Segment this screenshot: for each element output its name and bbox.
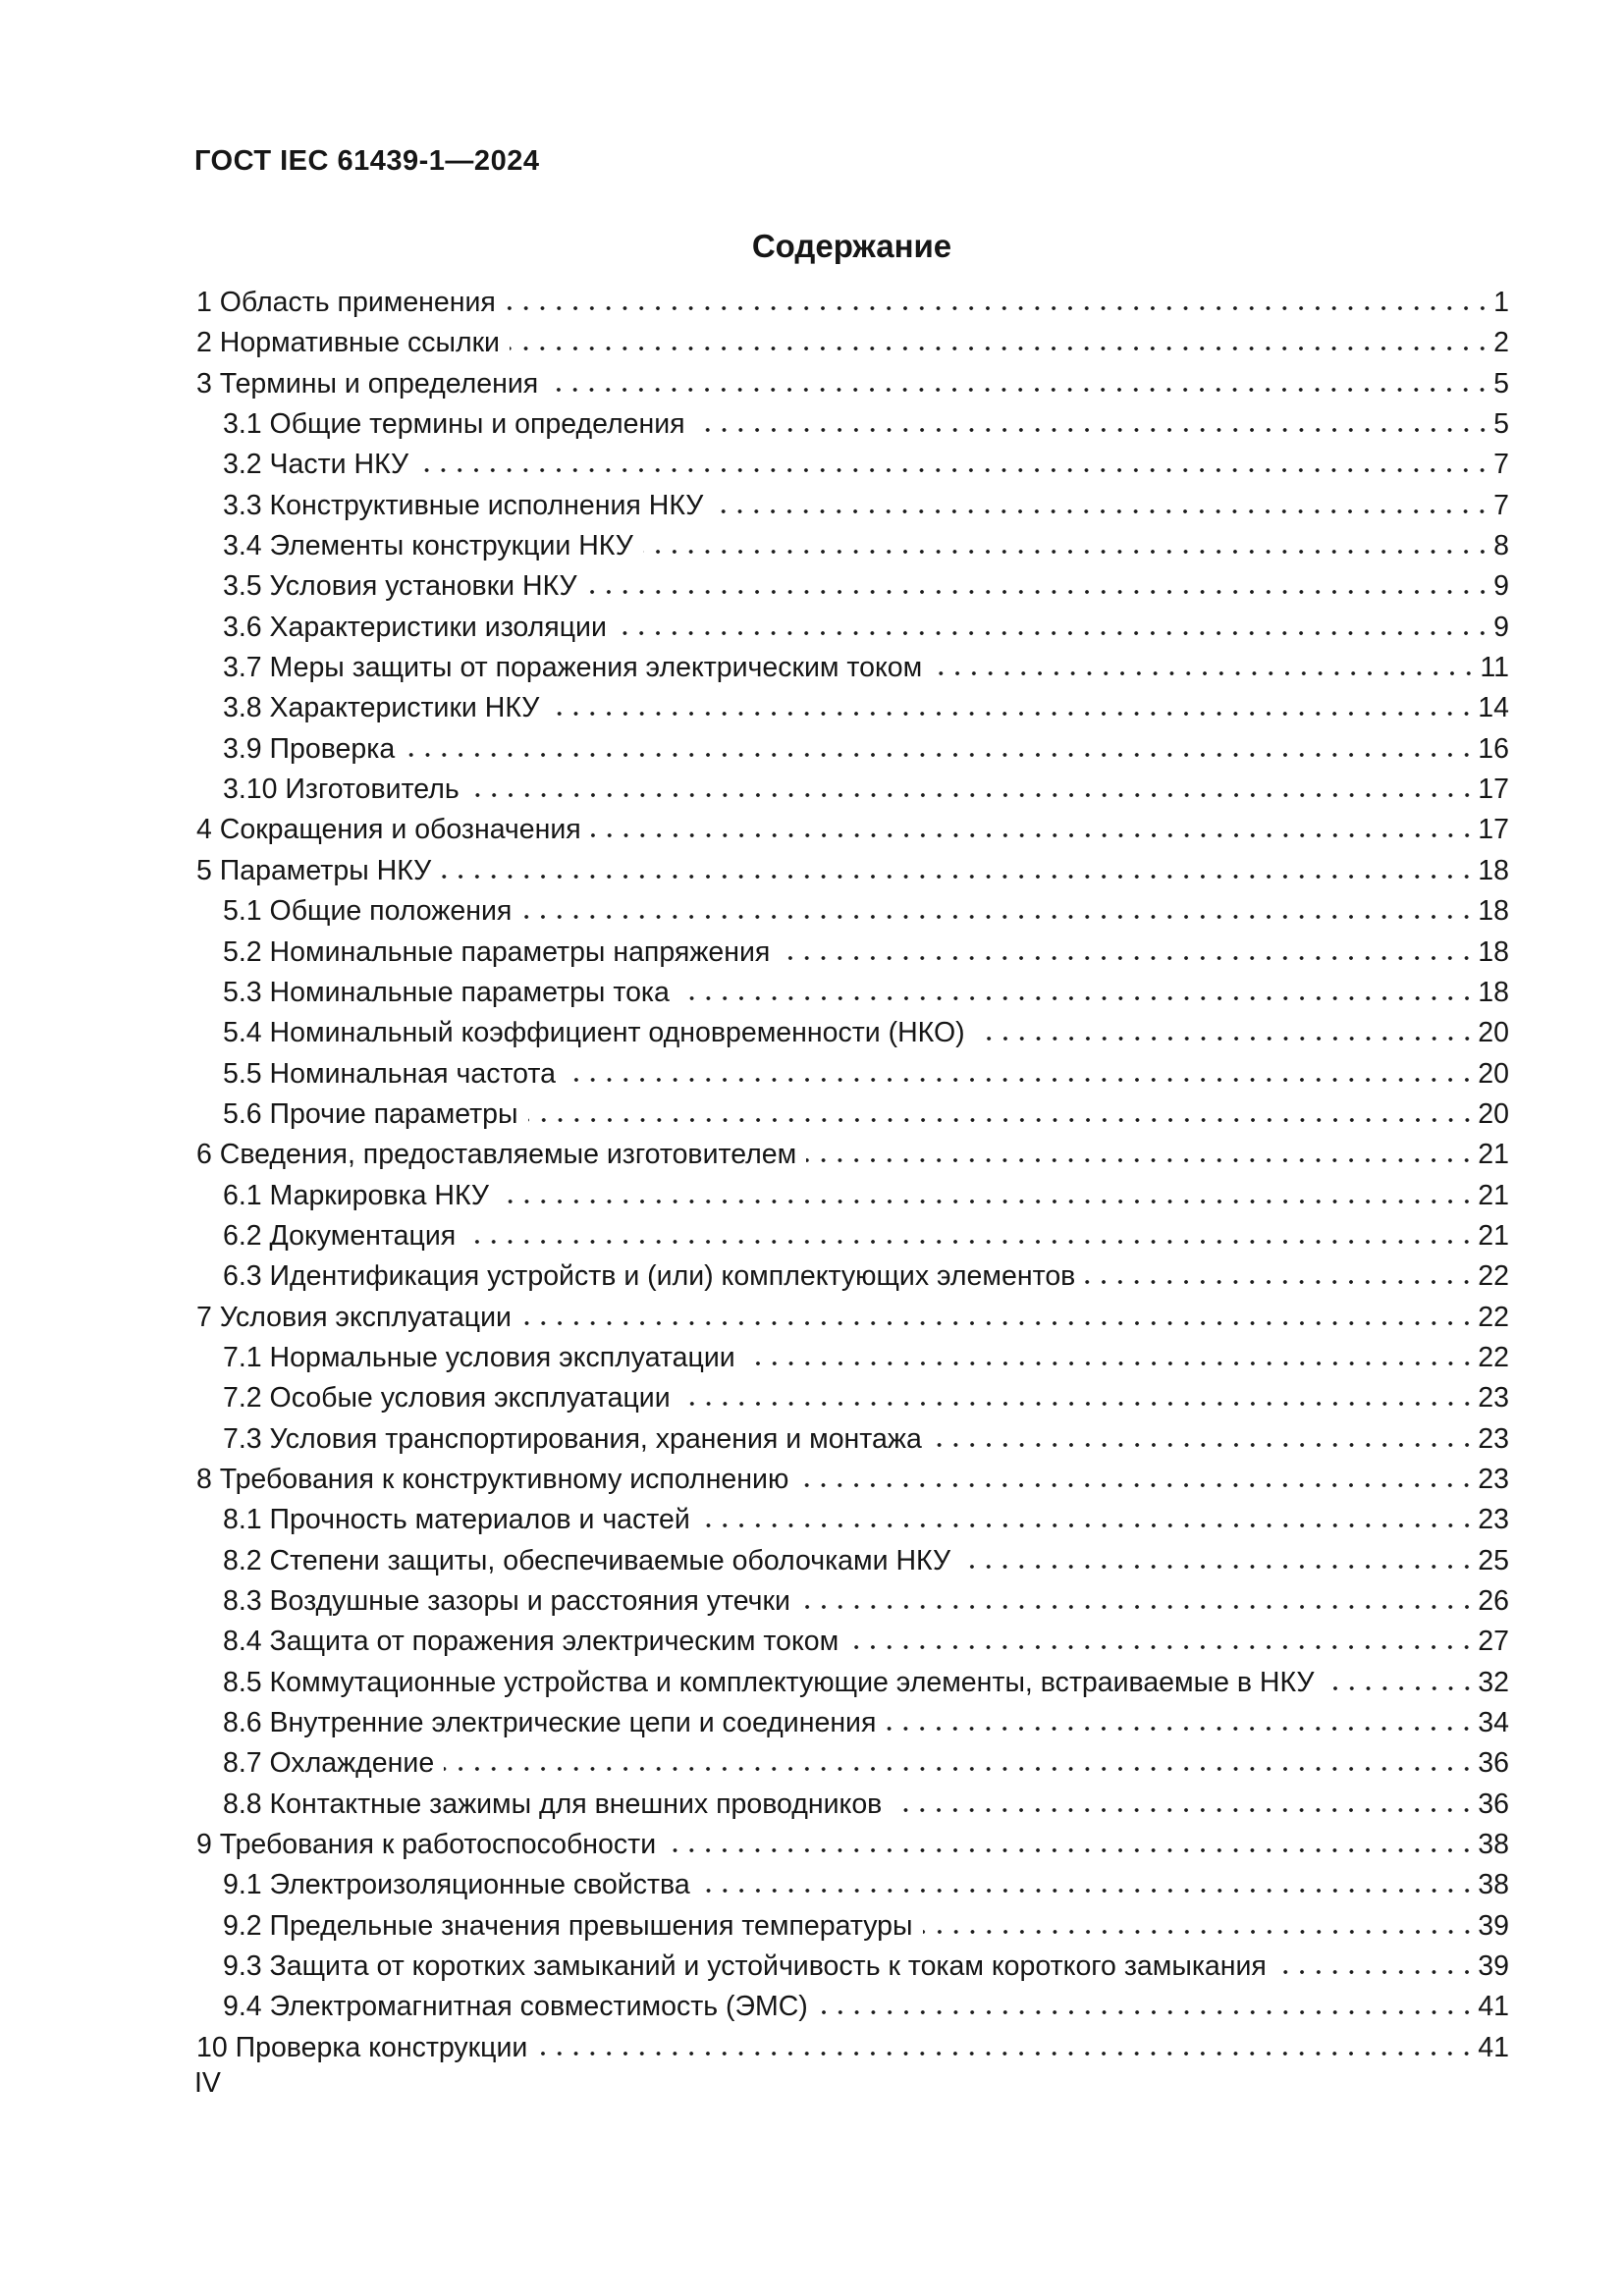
toc-entry <box>196 774 1509 814</box>
toc-entry <box>196 1950 1509 1991</box>
toc-entry <box>196 1789 1509 1829</box>
dot-leader <box>700 1888 1476 1894</box>
toc-entry-label: 1 Область применения <box>196 287 496 318</box>
toc-entry-label: 4 Сокращения и обозначения <box>196 814 581 846</box>
toc-entry <box>196 1869 1509 1909</box>
toc-entry-label: 3.1 Общие термины и определения <box>223 408 685 441</box>
document-header: ГОСТ IEC 61439-1—2024 <box>194 145 540 177</box>
toc-entry-page: 18 <box>1478 976 1509 1008</box>
toc-entry-label: 3.10 Изготовитель <box>223 774 460 806</box>
toc-entry-label: 9.4 Электромагнитная совместимость (ЭМС) <box>223 1991 808 2023</box>
toc-entry <box>196 1504 1509 1544</box>
toc-entry-page: 21 <box>1478 1179 1509 1211</box>
toc-entry-page: 5 <box>1493 367 1509 400</box>
toc-entry <box>196 1829 1509 1869</box>
toc-entry-page: 21 <box>1478 1139 1509 1171</box>
toc-entry-label: 8.7 Охлаждение <box>223 1747 435 1780</box>
toc-entry-page: 23 <box>1478 1504 1509 1536</box>
dot-leader <box>521 914 1475 920</box>
toc-entry-page: 9 <box>1493 611 1509 643</box>
toc-entry <box>196 1017 1509 1057</box>
toc-entry-label: 8.5 Коммутационные устройства и комплектующие элементы, встраиваемые в НКУ <box>223 1666 1315 1698</box>
toc-entry-label: 7.1 Нормальные условия эксплуатации <box>223 1341 735 1373</box>
toc-entry <box>196 368 1509 408</box>
toc-entry-label: 8.6 Внутренние электрические цепи и соединения <box>223 1707 877 1739</box>
toc-entry <box>196 408 1509 449</box>
toc-entry-page: 36 <box>1478 1747 1509 1780</box>
toc-entry-label: 3.4 Элементы конструкции НКУ <box>223 530 633 562</box>
toc-entry <box>196 977 1509 1017</box>
toc-entry <box>196 1585 1509 1626</box>
toc-entry <box>196 612 1509 652</box>
toc-entry-label: 5.1 Общие положения <box>223 895 513 928</box>
toc-entry <box>196 733 1509 774</box>
toc-entry <box>196 1910 1509 1950</box>
toc-entry-label: 8.8 Контактные зажимы для внешних проводников <box>223 1788 883 1820</box>
toc-entry-page: 36 <box>1478 1788 1509 1820</box>
toc-entry-page: 16 <box>1478 732 1509 765</box>
toc-entry <box>196 652 1509 692</box>
toc-entry-page: 41 <box>1478 2031 1509 2063</box>
toc-entry-label: 3 Термины и определения <box>196 367 539 400</box>
toc-entry-label: 6 Сведения, предоставляемые изготовителем <box>196 1139 797 1171</box>
toc-entry-label: 6.1 Маркировка НКУ <box>223 1179 490 1211</box>
toc-list <box>196 287 1509 2072</box>
toc-entry-page: 34 <box>1478 1707 1509 1739</box>
dot-leader <box>1085 1279 1475 1285</box>
toc-entry-page: 9 <box>1493 570 1509 603</box>
toc-entry-page: 41 <box>1478 1991 1509 2023</box>
toc-entry-label: 8 Требования к конструктивному исполнению <box>196 1463 789 1495</box>
toc-entry-label: 2 Нормативные ссылки <box>196 327 500 359</box>
toc-entry-page: 22 <box>1478 1341 1509 1373</box>
dot-leader <box>617 630 1490 636</box>
toc-entry <box>196 1626 1509 1666</box>
dot-leader <box>818 2009 1475 2015</box>
toc-entry <box>196 449 1509 489</box>
dot-leader <box>528 1117 1476 1123</box>
toc-entry-page: 20 <box>1478 1097 1509 1130</box>
toc-entry-label: 7.3 Условия транспортирования, хранения и монтажа <box>223 1422 922 1455</box>
dot-leader <box>923 1929 1476 1935</box>
toc-entry <box>196 1991 1509 2031</box>
toc-entry-page: 18 <box>1478 854 1509 886</box>
toc-entry-label: 5.4 Номинальный коэффициент одновременности (НКО) <box>223 1017 965 1049</box>
toc-entry-page: 27 <box>1478 1626 1509 1658</box>
toc-entry-label: 6.3 Идентификация устройств и (или) комплектующих элементов <box>223 1260 1076 1293</box>
toc-entry <box>196 1260 1509 1301</box>
toc-entry-label: 9.1 Электроизоляционные свойства <box>223 1869 690 1901</box>
toc-entry-label: 8.1 Прочность материалов и частей <box>223 1504 690 1536</box>
dot-leader <box>700 1522 1476 1528</box>
toc-entry-label: 3.2 Части НКУ <box>223 449 409 481</box>
dot-leader <box>975 1036 1476 1041</box>
dot-leader <box>591 832 1476 838</box>
toc-entry <box>196 2032 1509 2072</box>
toc-entry-page: 20 <box>1478 1017 1509 1049</box>
toc-entry-label: 3.6 Характеристики изоляции <box>223 611 607 643</box>
toc-entry-label: 7 Условия эксплуатации <box>196 1301 512 1333</box>
toc-entry-page: 11 <box>1480 652 1509 684</box>
toc-entry-page: 23 <box>1478 1422 1509 1455</box>
toc-entry <box>196 1382 1509 1422</box>
toc-entry <box>196 327 1509 367</box>
toc-entry-label: 3.7 Меры защиты от поражения электрическим током <box>223 652 923 684</box>
toc-entry-label: 5.6 Прочие параметры <box>223 1097 518 1130</box>
toc-entry-label: 8.4 Защита от поражения электрическим током <box>223 1626 839 1658</box>
toc-entry <box>196 1302 1509 1342</box>
dot-leader <box>886 1726 1475 1732</box>
footer-page-number: IV <box>194 2067 221 2099</box>
dot-leader <box>506 305 1490 311</box>
toc-entry <box>196 1464 1509 1504</box>
dot-leader <box>444 1766 1475 1772</box>
toc-entry <box>196 1058 1509 1098</box>
toc-entry <box>196 814 1509 854</box>
toc-entry-page: 18 <box>1478 935 1509 968</box>
dot-leader <box>806 1157 1475 1163</box>
toc-entry-label: 3.9 Проверка <box>223 732 396 765</box>
toc-entry-label: 3.5 Условия установки НКУ <box>223 570 577 603</box>
toc-entry <box>196 1342 1509 1382</box>
dot-leader <box>549 711 1475 717</box>
toc-entry <box>196 490 1509 530</box>
dot-leader <box>960 1564 1475 1570</box>
toc-entry <box>196 530 1509 570</box>
toc-entry-label: 8.2 Степени защиты, обеспечиваемые оболочками НКУ <box>223 1544 951 1576</box>
dot-leader <box>713 508 1490 514</box>
toc-entry <box>196 287 1509 327</box>
page-title: Содержание <box>751 228 952 264</box>
toc-entry-page: 22 <box>1478 1301 1509 1333</box>
toc-entry <box>196 1747 1509 1788</box>
toc-entry-label: 3.8 Характеристики НКУ <box>223 692 540 724</box>
toc-entry <box>196 1545 1509 1585</box>
dot-leader <box>666 1847 1475 1853</box>
dot-leader <box>521 1320 1475 1326</box>
dot-leader <box>548 387 1490 393</box>
dot-leader <box>499 1199 1475 1204</box>
toc-entry <box>196 1098 1509 1139</box>
toc-entry-label: 10 Проверка конструкции <box>196 2031 528 2063</box>
toc-entry-page: 5 <box>1493 408 1509 441</box>
toc-entry <box>196 936 1509 977</box>
toc-entry <box>196 855 1509 895</box>
dot-leader <box>780 955 1475 961</box>
dot-leader <box>465 1239 1475 1245</box>
toc-entry-page: 1 <box>1493 287 1509 318</box>
toc-entry <box>196 895 1509 935</box>
toc-entry-label: 5 Параметры НКУ <box>196 854 432 886</box>
dot-leader <box>680 1401 1476 1407</box>
toc-entry-page: 23 <box>1478 1382 1509 1415</box>
dot-leader <box>405 752 1475 758</box>
toc-entry <box>196 1423 1509 1464</box>
toc-entry <box>196 692 1509 732</box>
toc-entry-label: 7.2 Особые условия эксплуатации <box>223 1382 671 1415</box>
toc-entry-page: 38 <box>1478 1869 1509 1901</box>
toc-entry-label: 5.5 Номинальная частота <box>223 1057 556 1090</box>
toc-entry-page: 25 <box>1478 1544 1509 1576</box>
dot-leader <box>932 670 1477 676</box>
toc-entry-page: 39 <box>1478 1909 1509 1942</box>
dot-leader <box>1325 1685 1476 1691</box>
toc-entry-label: 5.3 Номинальные параметры тока <box>223 976 670 1008</box>
toc-entry-label: 5.2 Номинальные параметры напряжения <box>223 935 771 968</box>
toc-entry-page: 7 <box>1493 489 1509 521</box>
toc-entry-page: 32 <box>1478 1666 1509 1698</box>
toc-entry-page: 17 <box>1478 774 1509 806</box>
toc-entry-page: 20 <box>1478 1057 1509 1090</box>
toc-entry-page: 7 <box>1493 449 1509 481</box>
toc-entry-page: 21 <box>1478 1219 1509 1252</box>
dot-leader <box>418 467 1490 473</box>
toc-entry-page: 23 <box>1478 1463 1509 1495</box>
dot-leader <box>469 792 1476 798</box>
toc-entry-label: 9.2 Предельные значения превышения температуры <box>223 1909 913 1942</box>
toc-entry <box>196 1139 1509 1179</box>
dot-leader <box>566 1077 1475 1083</box>
toc-entry-page: 26 <box>1478 1585 1509 1617</box>
toc-entry-label: 8.3 Воздушные зазоры и расстояния утечки <box>223 1585 790 1617</box>
toc-entry-page: 38 <box>1478 1829 1509 1861</box>
toc-entry-page: 39 <box>1478 1950 1509 1983</box>
dot-leader <box>587 589 1491 595</box>
toc-entry <box>196 1180 1509 1220</box>
dot-leader <box>848 1644 1475 1650</box>
dot-leader <box>932 1442 1476 1448</box>
dot-leader <box>679 995 1475 1001</box>
dot-leader <box>441 874 1475 880</box>
toc-entry-page: 17 <box>1478 814 1509 846</box>
toc-entry-page: 22 <box>1478 1260 1509 1293</box>
toc-entry <box>196 1220 1509 1260</box>
dot-leader <box>892 1807 1475 1813</box>
dot-leader <box>643 549 1490 555</box>
toc-entry-page: 2 <box>1493 327 1509 359</box>
dot-leader <box>798 1482 1475 1488</box>
toc-entry-page: 8 <box>1493 530 1509 562</box>
toc-entry <box>196 570 1509 611</box>
toc-entry <box>196 1707 1509 1747</box>
dot-leader <box>800 1604 1475 1610</box>
dot-leader <box>510 346 1490 351</box>
toc-entry-label: 9 Требования к работоспособности <box>196 1829 657 1861</box>
toc-entry-page: 14 <box>1478 692 1509 724</box>
toc-entry-label: 3.3 Конструктивные исполнения НКУ <box>223 489 704 521</box>
toc-entry <box>196 1667 1509 1707</box>
toc-entry-label: 6.2 Документация <box>223 1219 457 1252</box>
dot-leader <box>537 2051 1475 2056</box>
dot-leader <box>1276 1969 1475 1975</box>
dot-leader <box>695 427 1491 433</box>
dot-leader <box>745 1361 1476 1366</box>
toc-entry-label: 9.3 Защита от коротких замыканий и устойчивость к токам короткого замыкания <box>223 1950 1267 1983</box>
toc-entry-page: 18 <box>1478 895 1509 928</box>
